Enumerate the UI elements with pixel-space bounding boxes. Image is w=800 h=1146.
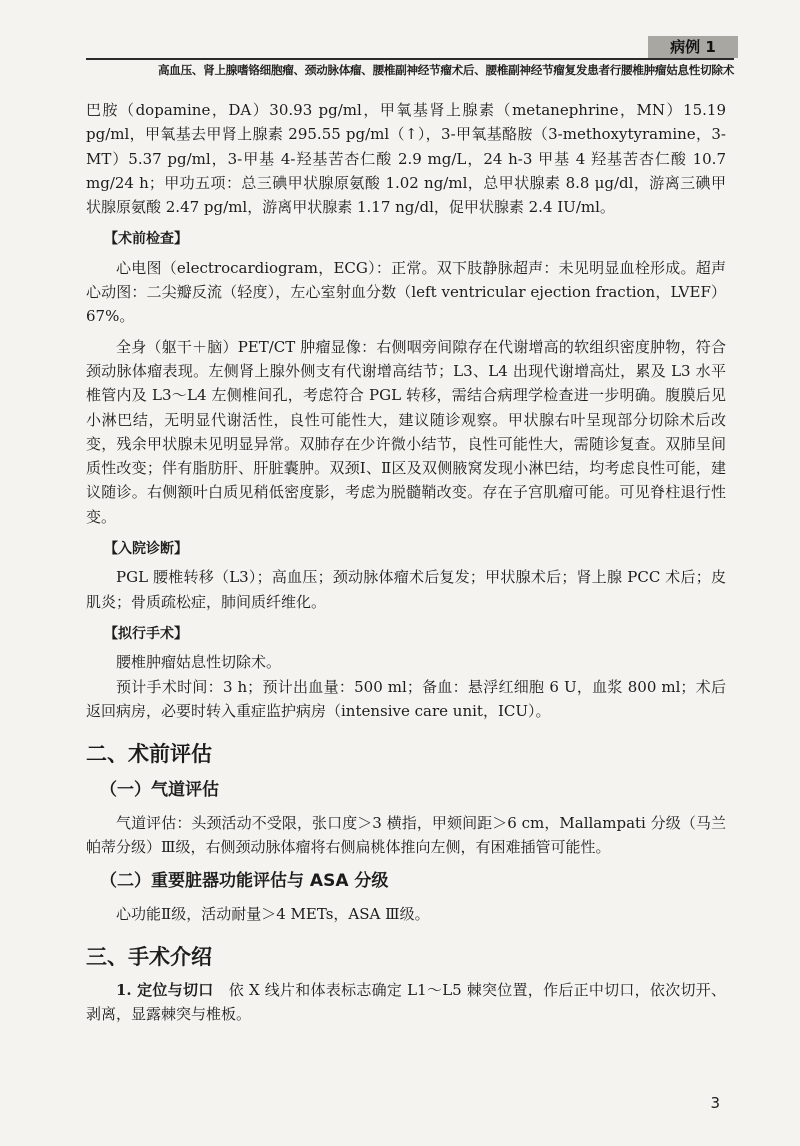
airway-assessment-paragraph: 气道评估：头颈活动不受限，张口度＞3 横指，甲颏间距＞6 cm，Mallampati 分级（马兰帕蒂分级）Ⅲ级，右侧颈动脉体瘤将右侧扁桃体推向左侧，有困难插管可能性。 (86, 814, 726, 857)
running-head: 高血压、肾上腺嗜铬细胞瘤、颈动脉体瘤、腰椎副神经节瘤术后、腰椎副神经节瘤复发患者行腰椎肿瘤姑息性切除术 (158, 63, 734, 77)
header-rule (86, 58, 734, 60)
step-1-text: 依 X 线片和体表标志确定 L1～L5 棘突位置，作后正中切口，依次切开、剥离，显露棘突与椎板。 (86, 981, 726, 1024)
page-content (86, 98, 726, 1027)
organ-function-paragraph: 心功能Ⅱ级，活动耐量＞4 METs，ASA Ⅲ级。 (116, 904, 430, 923)
organ-function-title: （二）重要脏器功能评估与 ASA 分级 (100, 870, 389, 891)
admission-diagnosis-paragraph: PGL 腰椎转移（L3）；高血压；颈动脉体瘤术后复发；甲状腺术后；肾上腺 PCC 术后；皮肌炎；骨质疏松症，肺间质纤维化。 (86, 568, 726, 611)
page-number: 3 (710, 1094, 720, 1112)
section-3-title: 三、手术介绍 (86, 945, 212, 970)
step-1-paragraph (86, 978, 726, 1027)
planned-surgery-paragraph-2: 预计手术时间：3 h；预计出血量：500 ml；备血：悬浮红细胞 6 U，血浆 800 ml；术后返回病房，必要时转入重症监护病房（intensive care unit，ICU）。 (86, 677, 726, 720)
section-2-title: 二、术前评估 (86, 742, 212, 767)
preop-exam-paragraph-1: 心电图（electrocardiogram，ECG）：正常。双下肢静脉超声：未见明显血栓形成。超声心动图：二尖瓣反流（轻度），左心室射血分数（left ventricular ejection fraction，LVEF）67%。 (86, 258, 726, 326)
case-tab: 病例 1 (648, 36, 738, 58)
planned-surgery-heading: 【拟行手术】 (104, 625, 188, 642)
lab-results-paragraph: 巴胺（dopamine，DA）30.93 pg/ml，甲氧基肾上腺素（metanephrine，MN）15.19 pg/ml，甲氧基去甲肾上腺素 295.55 pg/ml（↑），3-甲氧基酪胺（3-methoxytyramine，3-MT）5.37 pg/ml，3-甲基 4-羟基苦杏仁酸 2.9 mg/L，24 h-3 甲基 4 羟基苦杏仁酸 10.7 mg/24 h；甲功五项：总三碘甲状腺原氨酸 1.02 ng/ml，总甲状腺素 8.8 μg/dl，游离三碘甲状腺原氨酸 2.47 pg/ml，游离甲状腺素 1.17 ng/dl，促甲状腺素 2.4 IU/ml。 (86, 101, 726, 217)
admission-diagnosis-heading: 【入院诊断】 (104, 541, 188, 558)
preop-exam-paragraph-2: 全身（躯干＋脑）PET/CT 肿瘤显像：右侧咽旁间隙存在代谢增高的软组织密度肿物，符合颈动脉体瘤表现。左侧肾上腺外侧支有代谢增高结节；L3、L4 出现代谢增高灶，累及 L3 水平椎管内及 L3～L4 左侧椎间孔，考虑符合 PGL 转移，需结合病理学检查进一步明确。腹膜后见小淋巴结，无明显代谢活性，良性可能性大，建议随诊观察。甲状腺右叶呈现部分切除术后改变，残余甲状腺未见明显异常。双肺存在少许微小结节，良性可能性大，需随诊复查。双肺呈间质性改变；伴有脂肪肝、肝脏囊肿。双颈Ⅰ、Ⅱ区及双侧腋窝发现小淋巴结，均考虑良性可能，建议随诊。右侧额叶白质见稍低密度影，考虑为脱髓鞘改变。存在子宫肌瘤可能。可见脊柱退行性变。 (86, 337, 726, 526)
step-1-label: 1. 定位与切口 (116, 981, 214, 1000)
airway-assessment-title: （一）气道评估 (100, 780, 219, 801)
planned-surgery-paragraph-1: 腰椎肿瘤姑息性切除术。 (116, 653, 282, 672)
preop-exam-heading: 【术前检查】 (104, 231, 188, 248)
